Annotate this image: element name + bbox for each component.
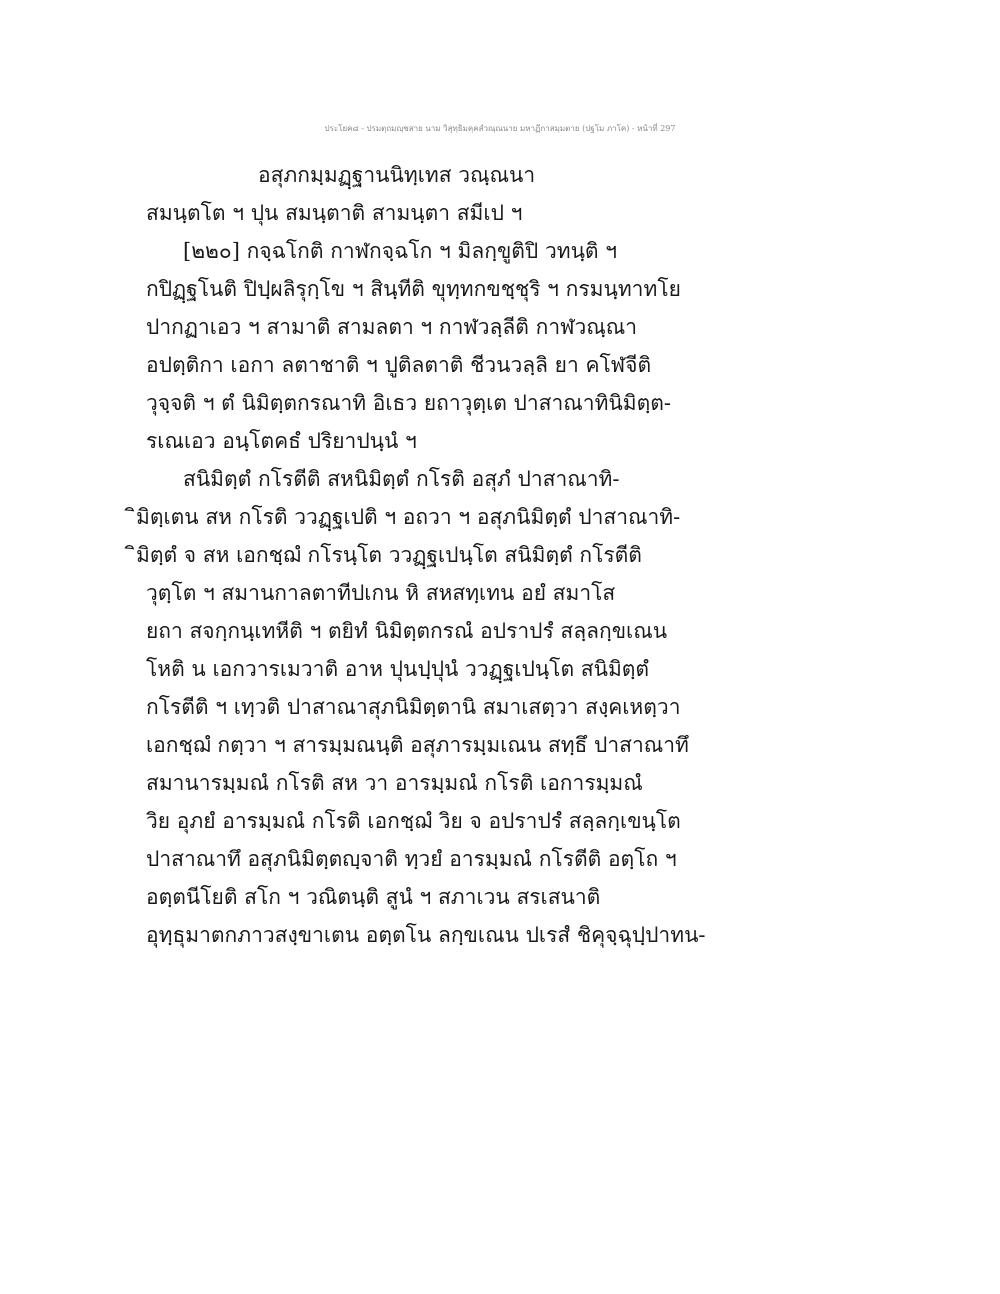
text-line: เอกชฺฌํ กตฺวา ฯ สารมฺมณนฺติ อสุภารมฺมเณน สทฺธึ ปาสาณาทึ bbox=[146, 733, 689, 757]
text-line: ิมิตฺเตน สห กโรติ ววฏฺฐเปติ ฯ อถวา ฯ อสุภนิมิตฺตํ ปาสาณาทิ- bbox=[136, 505, 681, 529]
text-line: อปตฺติกา เอกา ลตาชาติ ฯ ปูติลตาติ ชีวนวลฺลิ ยา คโฬจีติ bbox=[146, 353, 652, 377]
text-line: สมานารมฺมณํ กโรติ สห วา อารมฺมณํ กโรติ เอการมฺมณํ bbox=[146, 771, 643, 795]
text-line: วิย อุภยํ อารมฺมณํ กโรติ เอกชฺฌํ วิย จ อปราปรํ สลฺลกฺเขนฺโต bbox=[146, 809, 681, 833]
text-line: โหติ น เอกวารเมวาติ อาห ปุนปฺปุนํ ววฏฺฐเปนฺโต สนิมิตฺตํ bbox=[146, 657, 650, 681]
text-line: อตฺตนีโยติ สโก ฯ วณิตนฺติ สูนํ ฯ สภาเวน สรเสนาติ bbox=[146, 885, 601, 909]
text-line: สมนฺตโต ฯ ปุน สมนฺตาติ สามนฺตา สมีเป ฯ bbox=[146, 201, 523, 225]
text-line: ิมิตฺตํ จ สห เอกชฺฌํ กโรนฺโต ววฏฺฐเปนฺโต สนิมิตฺตํ กโรตีติ bbox=[136, 543, 642, 567]
text-line: อุทฺธุมาตกภาวสงฺขาเตน อตฺตโน ลกฺขเณน ปเรสํ ชิคุจฺฉุปฺปาทน- bbox=[146, 923, 706, 947]
text-line: วุตฺโต ฯ สมานกาลตาทีปเกน หิ สหสทฺเทน อยํ สมาโส bbox=[146, 581, 616, 605]
text-line: วุจฺจติ ฯ ตํ นิมิตฺตกรณาทิ อิเธว ยถาวุตฺเต ปาสาณาทินิมิตฺต- bbox=[146, 391, 671, 415]
text-line: สนิมิตฺตํ กโรตีติ สหนิมิตฺตํ กโรติ อสุภํ ปาสาณาทิ- bbox=[183, 467, 620, 491]
text-line: กโรตีติ ฯ เทฺวติ ปาสาณาสุภนิมิตฺตานิ สมาเสตฺวา สงฺคเหตฺวา bbox=[146, 695, 681, 719]
text-line: ปากฏาเอว ฯ สามาติ สามลตา ฯ กาฬวลฺลีติ กาฬวณฺณา bbox=[146, 315, 638, 339]
text-line: [๒๒๐] กจฺฉโกติ กาฬกจฺฉโก ฯ มิลกฺขูติปิ วทนฺติ ฯ bbox=[183, 239, 618, 263]
text-line: ยถา สจกฺกนฺเทหีติ ฯ ตยิทํ นิมิตฺตกรณํ อปราปรํ สลฺลกฺขเณน bbox=[146, 619, 668, 643]
page-header: ประโยค๘ - ปรมตฺถมญฺชสาย นาม วิสุทฺธิมคฺคสํวณฺณนาย มหาฏีกาสมฺมตาย (ปฐโม ภาโค) - หน้าที่ 297 bbox=[324, 124, 676, 133]
section-title: อสุภกมฺมฏฺฐานนิทฺเทส วณฺณนา bbox=[258, 163, 536, 187]
text-line: ปาสาณาทึ อสุภนิมิตฺตญฺจาติ ทฺวยํ อารมฺมณํ กโรตีติ อตฺโถ ฯ bbox=[146, 847, 677, 871]
text-line: กปิฏฺฐโนติ ปิปฺผลิรุกฺโข ฯ สินฺทีติ ขุทฺทกขชฺชุริ ฯ กรมนฺทาทโย bbox=[146, 277, 681, 301]
text-line: รเณเอว อนฺโตคธํ ปริยาปนฺนํ ฯ bbox=[146, 429, 417, 453]
